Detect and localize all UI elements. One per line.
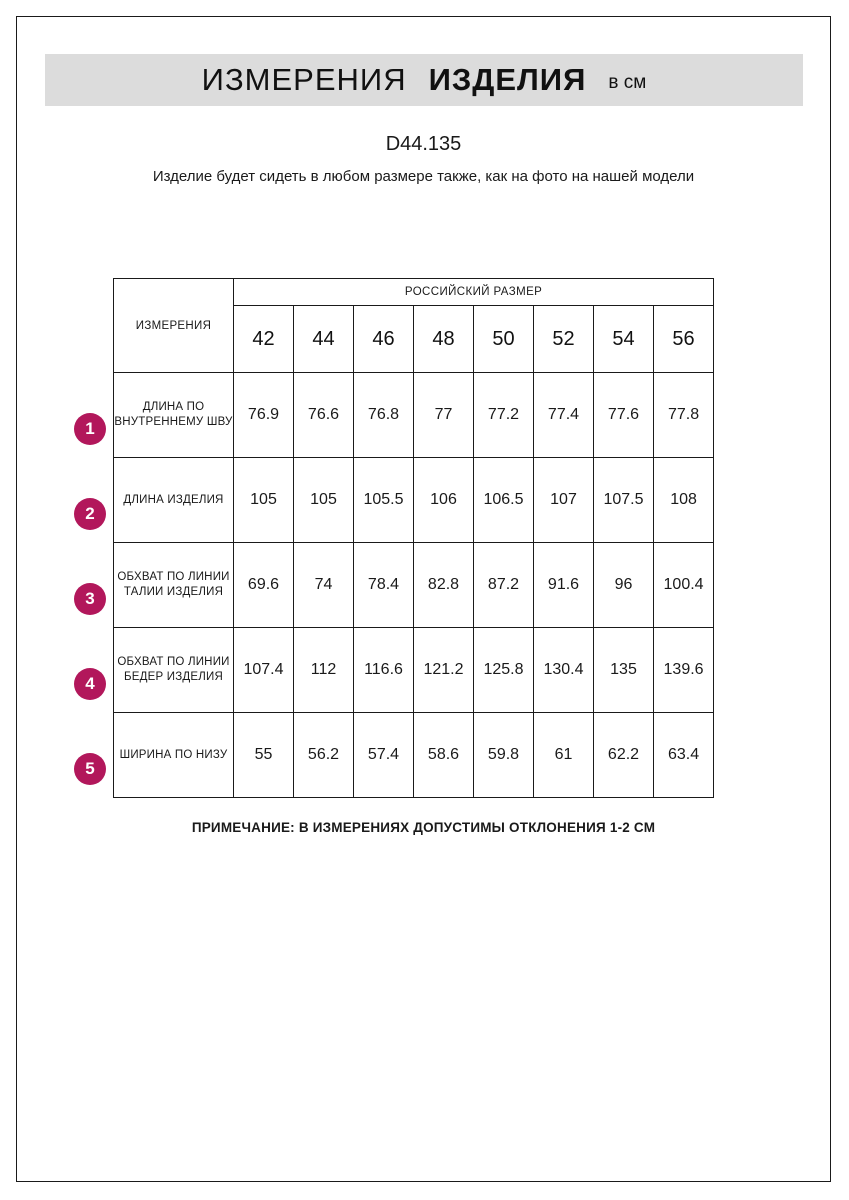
row-2-value-42: 105	[234, 458, 294, 543]
size-header-54: 54	[594, 306, 654, 373]
table-row	[114, 713, 714, 798]
title-strong: ИЗДЕЛИЯ	[428, 62, 587, 97]
row-5-value-46: 57.4	[354, 713, 414, 798]
header-measurements: ИЗМЕРЕНИЯ	[114, 279, 234, 373]
row-4-value-44: 112	[294, 628, 354, 713]
row-4-value-56: 139.6	[654, 628, 714, 713]
row-5-value-42: 55	[234, 713, 294, 798]
row-4-value-42: 107.4	[234, 628, 294, 713]
row-4-value-54: 135	[594, 628, 654, 713]
row-4-value-50: 125.8	[474, 628, 534, 713]
note-text: ПРИМЕЧАНИЕ: В ИЗМЕРЕНИЯХ ДОПУСТИМЫ ОТКЛОНЕНИЯ 1-2 СМ	[191, 820, 656, 835]
document-title-band	[45, 54, 803, 106]
row-3-value-56: 100.4	[654, 543, 714, 628]
row-label-5: ШИРИНА ПО НИЗУ	[114, 713, 234, 798]
row-1-value-42: 76.9	[234, 373, 294, 458]
row-3-value-52: 91.6	[534, 543, 594, 628]
bullet-marker-3: 3	[74, 583, 106, 615]
document-page	[16, 16, 831, 1182]
measurements-table-wrapper	[113, 278, 713, 798]
row-4-value-48: 121.2	[414, 628, 474, 713]
row-1-value-48: 77	[414, 373, 474, 458]
measurements-table	[113, 278, 714, 798]
bullet-marker-5: 5	[74, 753, 106, 785]
row-5-value-56: 63.4	[654, 713, 714, 798]
table-row	[114, 628, 714, 713]
document-inner	[17, 17, 830, 1181]
row-2-value-54: 107.5	[594, 458, 654, 543]
table-header-group-row	[114, 279, 714, 306]
size-header-44: 44	[294, 306, 354, 373]
size-header-46: 46	[354, 306, 414, 373]
row-5-value-52: 61	[534, 713, 594, 798]
row-3-value-46: 78.4	[354, 543, 414, 628]
row-4-value-46: 116.6	[354, 628, 414, 713]
row-3-value-44: 74	[294, 543, 354, 628]
row-2-value-50: 106.5	[474, 458, 534, 543]
row-5-value-54: 62.2	[594, 713, 654, 798]
row-5-value-48: 58.6	[414, 713, 474, 798]
row-label-3: ОБХВАТ ПО ЛИНИИ ТАЛИИ ИЗДЕЛИЯ	[114, 543, 234, 628]
bullet-marker-4: 4	[74, 668, 106, 700]
header-russian-size: РОССИЙСКИЙ РАЗМЕР	[234, 279, 714, 306]
row-1-value-54: 77.6	[594, 373, 654, 458]
table-row	[114, 373, 714, 458]
subtitle-text: Изделие будет сидеть в любом размере также, как на фото на нашей модели	[152, 168, 695, 185]
row-3-value-54: 96	[594, 543, 654, 628]
row-2-value-52: 107	[534, 458, 594, 543]
row-label-2: ДЛИНА ИЗДЕЛИЯ	[114, 458, 234, 543]
title-main: ИЗМЕРЕНИЯ	[201, 62, 407, 97]
row-2-value-48: 106	[414, 458, 474, 543]
bullet-marker-1: 1	[74, 413, 106, 445]
table-row	[114, 458, 714, 543]
size-header-50: 50	[474, 306, 534, 373]
size-header-56: 56	[654, 306, 714, 373]
row-1-value-52: 77.4	[534, 373, 594, 458]
row-4-value-52: 130.4	[534, 628, 594, 713]
size-header-48: 48	[414, 306, 474, 373]
size-header-42: 42	[234, 306, 294, 373]
bullet-marker-2: 2	[74, 498, 106, 530]
row-1-value-46: 76.8	[354, 373, 414, 458]
row-2-value-46: 105.5	[354, 458, 414, 543]
row-3-value-50: 87.2	[474, 543, 534, 628]
row-2-value-56: 108	[654, 458, 714, 543]
row-2-value-44: 105	[294, 458, 354, 543]
size-header-52: 52	[534, 306, 594, 373]
row-1-value-50: 77.2	[474, 373, 534, 458]
row-3-value-48: 82.8	[414, 543, 474, 628]
article-code: D44.135	[385, 133, 462, 155]
row-1-value-56: 77.8	[654, 373, 714, 458]
row-1-value-44: 76.6	[294, 373, 354, 458]
title-unit: в см	[608, 72, 647, 93]
table-row	[114, 543, 714, 628]
row-label-4: ОБХВАТ ПО ЛИНИИ БЕДЕР ИЗДЕЛИЯ	[114, 628, 234, 713]
row-5-value-50: 59.8	[474, 713, 534, 798]
row-3-value-42: 69.6	[234, 543, 294, 628]
row-5-value-44: 56.2	[294, 713, 354, 798]
row-label-1: ДЛИНА ПО ВНУТРЕННЕМУ ШВУ	[114, 373, 234, 458]
